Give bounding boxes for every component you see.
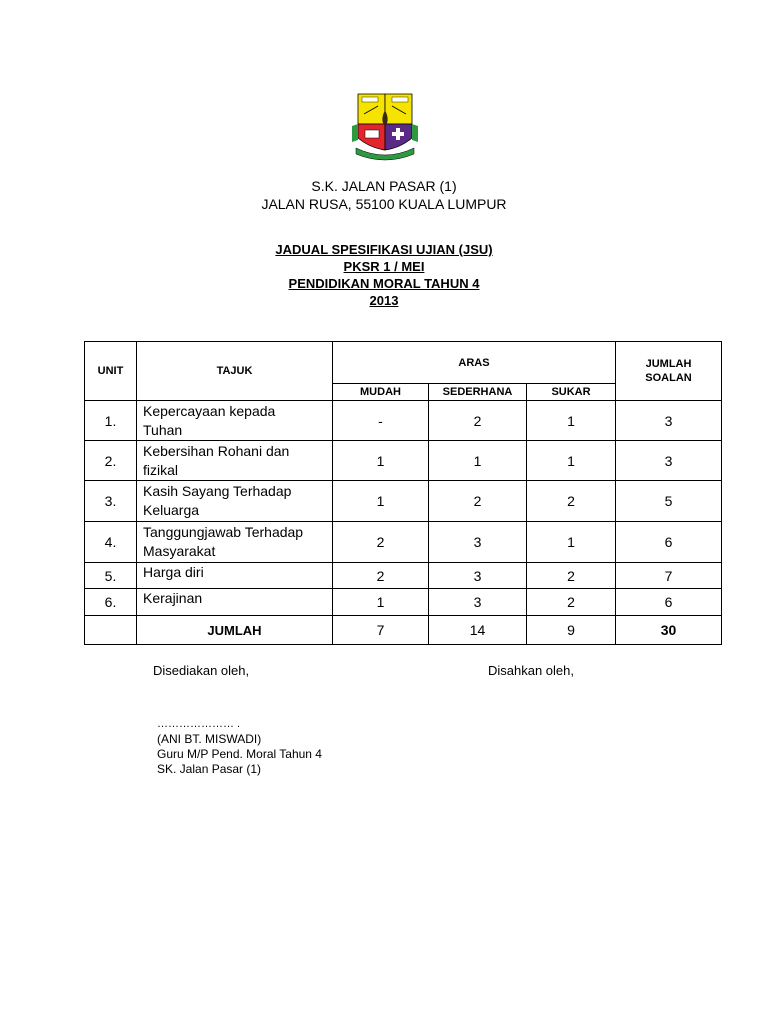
cell-tajuk: Kerajinan [137, 589, 333, 616]
signer-school: SK. Jalan Pasar (1) [157, 762, 262, 776]
header-unit: UNIT [85, 342, 137, 401]
header-sederhana: SEDERHANA [429, 384, 527, 401]
tajuk-line: Tuhan [143, 421, 183, 438]
cell-mudah: 1 [333, 481, 429, 522]
cell-sederhana: 3 [429, 589, 527, 616]
cell-tajuk [137, 401, 333, 441]
cell-sederhana: 3 [429, 522, 527, 563]
tajuk-line: Kasih Sayang Terhadap [143, 483, 292, 499]
table-row [85, 522, 722, 563]
cell-tajuk: Harga diri [137, 563, 333, 589]
school-crest-logo [350, 90, 420, 162]
total-sukar: 9 [527, 616, 616, 645]
cell-sukar: 1 [527, 522, 616, 563]
cell-tajuk [137, 481, 333, 522]
cell-empty [85, 616, 137, 645]
cell-sederhana: 2 [429, 401, 527, 441]
cell-jumlah: 3 [616, 441, 722, 481]
cell-jumlah: 6 [616, 522, 722, 563]
cell-unit: 5. [85, 563, 137, 589]
cell-mudah: 2 [333, 563, 429, 589]
table-row [85, 589, 722, 616]
total-jumlah: 30 [616, 616, 722, 645]
title-subject: PENDIDIKAN MORAL TAHUN 4 [288, 276, 480, 291]
cell-sukar: 2 [527, 589, 616, 616]
document-titles [0, 241, 768, 309]
cell-sederhana: 2 [429, 481, 527, 522]
cell-mudah: 2 [333, 522, 429, 563]
title-exam: PKSR 1 / MEI [343, 259, 425, 274]
prepared-by-label: Disediakan oleh, [153, 663, 250, 678]
header-tajuk: TAJUK [137, 342, 333, 401]
total-mudah: 7 [333, 616, 429, 645]
specification-table [84, 341, 722, 645]
cell-unit: 6. [85, 589, 137, 616]
cell-unit: 3. [85, 481, 137, 522]
header-jumlah-soalan [616, 342, 722, 401]
tajuk-line: Tanggungjawab Terhadap [143, 524, 304, 540]
title-jsu: JADUAL SPESIFIKASI UJIAN (JSU) [275, 242, 493, 257]
cell-mudah: 1 [333, 441, 429, 481]
cell-tajuk [137, 522, 333, 563]
verified-by-label: Disahkan oleh, [488, 663, 574, 678]
total-sederhana: 14 [429, 616, 527, 645]
tajuk-line: fizikal [143, 461, 179, 478]
cell-jumlah: 6 [616, 589, 722, 616]
table-row [85, 563, 722, 589]
signer-position: Guru M/P Pend. Moral Tahun 4 [157, 747, 322, 761]
cell-sederhana: 3 [429, 563, 527, 589]
cell-unit: 2. [85, 441, 137, 481]
tajuk-line: Masyarakat [143, 543, 216, 559]
table-row [85, 481, 722, 522]
cell-sukar: 2 [527, 563, 616, 589]
tajuk-line: Kepercayaan kepada [143, 402, 276, 419]
tajuk-line: Kebersihan Rohani dan [143, 442, 290, 459]
signature-block [157, 717, 322, 777]
table-total-row [85, 616, 722, 645]
school-address: JALAN RUSA, 55100 KUALA LUMPUR [261, 196, 507, 212]
cell-jumlah: 3 [616, 401, 722, 441]
signature-dots: ………………… . [157, 718, 241, 730]
header-mudah: MUDAH [333, 384, 429, 401]
tajuk-line: Keluarga [143, 502, 200, 518]
cell-jumlah: 5 [616, 481, 722, 522]
header-sukar: SUKAR [527, 384, 616, 401]
cell-jumlah: 7 [616, 563, 722, 589]
header-jumlah: JUMLAH [645, 358, 692, 370]
cell-sukar: 2 [527, 481, 616, 522]
total-label: JUMLAH [137, 616, 333, 645]
cell-sederhana: 1 [429, 441, 527, 481]
cell-unit: 1. [85, 401, 137, 441]
table-row [85, 441, 722, 481]
cell-mudah: 1 [333, 589, 429, 616]
cell-sukar: 1 [527, 441, 616, 481]
cell-tajuk [137, 441, 333, 481]
cell-mudah: - [333, 401, 429, 441]
title-year: 2013 [369, 293, 399, 308]
header-aras: ARAS [333, 342, 616, 384]
cell-unit: 4. [85, 522, 137, 563]
header-soalan: SOALAN [645, 372, 692, 384]
signer-name: (ANI BT. MISWADI) [157, 732, 262, 746]
cell-sukar: 1 [527, 401, 616, 441]
table-row [85, 401, 722, 441]
school-name: S.K. JALAN PASAR (1) [311, 178, 457, 194]
